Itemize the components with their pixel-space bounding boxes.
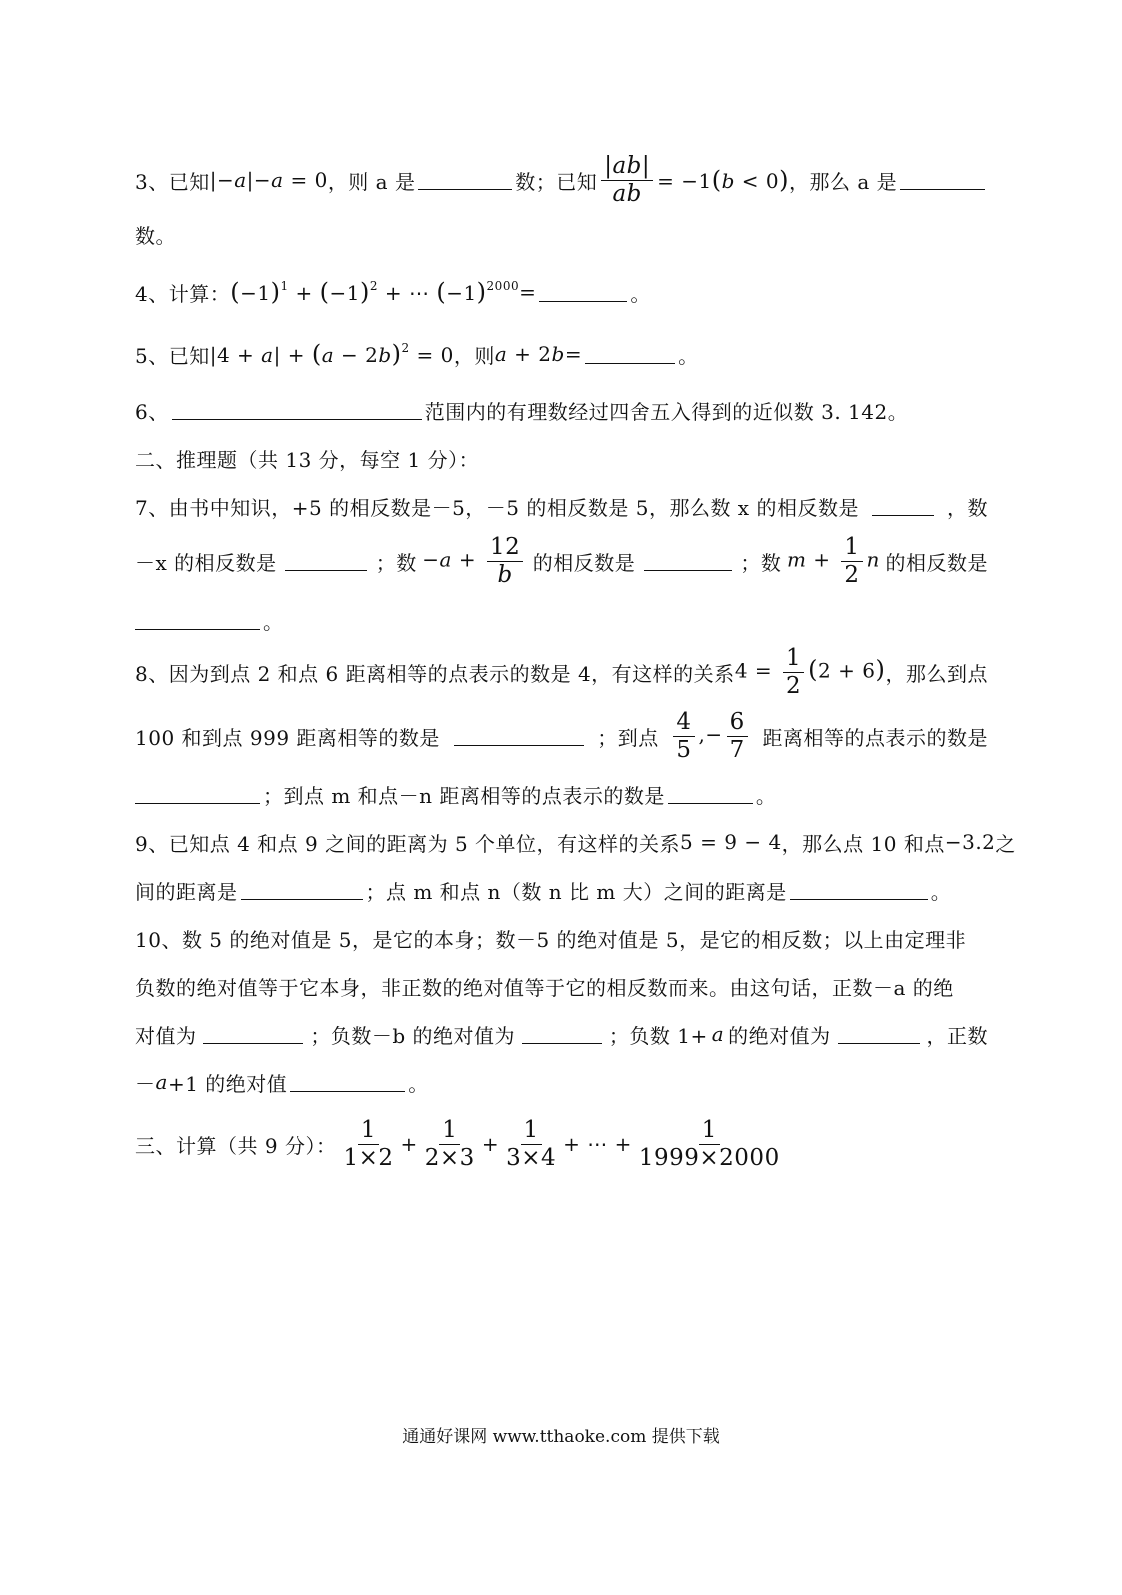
q10-text: 负数的绝对值等于它本身，非正数的绝对值等于它的相反数而来。由这句话，正数－a 的绝 bbox=[135, 975, 954, 1000]
page-footer: 通通好课网 www.tthaoke.com 提供下载 bbox=[402, 1427, 720, 1447]
q7-text: 的相反数是 bbox=[885, 550, 988, 575]
q7-text: 。 bbox=[263, 609, 284, 634]
section-title: 三、计算（共 9 分）： bbox=[135, 1133, 337, 1158]
q8-formula-1: 4 = $\frac{1}{2}$ (2 + 6) bbox=[734, 645, 886, 699]
q8-text: 8、因为到点 2 和点 6 距离相等的点表示的数是 4，有这样的关系 bbox=[135, 661, 735, 686]
q9-formula-1: 5 = 9 − 4 bbox=[680, 830, 782, 854]
answer-blank[interactable] bbox=[285, 569, 367, 571]
q8-text: ；到点 m 和点－n 距离相等的点表示的数是 bbox=[263, 783, 665, 808]
answer-blank[interactable] bbox=[522, 1042, 602, 1044]
q5-text: 5、已知 bbox=[135, 343, 210, 368]
q10-var-a: a bbox=[155, 1070, 168, 1094]
q7-text: －x 的相反数是 bbox=[135, 550, 277, 575]
answer-blank[interactable] bbox=[454, 744, 584, 746]
q7-text: ；数 bbox=[375, 550, 417, 575]
question-8-line-1 bbox=[135, 645, 988, 699]
q9-text: 。 bbox=[930, 879, 952, 904]
q5-formula: $|4 + a| + (a - 2b)^2 = 0$ bbox=[209, 340, 454, 368]
q3-text: 数。 bbox=[135, 223, 176, 248]
answer-blank[interactable] bbox=[668, 802, 753, 804]
section-3 bbox=[135, 1112, 988, 1176]
answer-blank[interactable] bbox=[135, 628, 260, 630]
q8-formula-2: $\frac{4}{5}$ ,− $\frac{6}{7}$ bbox=[669, 709, 751, 763]
q7-text: ；数 bbox=[740, 550, 782, 575]
q8-text: 。 bbox=[755, 783, 777, 808]
answer-blank[interactable] bbox=[290, 1090, 405, 1092]
question-8-line-2 bbox=[135, 709, 988, 763]
q8-text: ，那么到点 bbox=[885, 661, 988, 686]
q10-text: 。 bbox=[408, 1071, 429, 1096]
question-4 bbox=[135, 268, 988, 316]
q10-text: 的绝对值为 bbox=[728, 1023, 831, 1048]
section-3-formula: $\frac{1}{1\times 2}$ + $\frac{1}{2\times 3}$ + $\frac{1}{3\times 4}$ + ⋯ + $\frac{1}{1999\times 2000}$ bbox=[343, 1117, 780, 1171]
question-10-line-4 bbox=[135, 1058, 988, 1106]
q10-text: 10、数 5 的绝对值是 5，是它的本身；数－5 的绝对值是 5，是它的相反数；以上由定理非 bbox=[135, 927, 967, 952]
question-5 bbox=[135, 330, 988, 378]
q7-formula-1: −a + $\frac{12}{b}$ bbox=[422, 534, 527, 588]
q8-text: ；到点 bbox=[597, 725, 659, 750]
q6-text: 6、 bbox=[135, 399, 169, 424]
q10-text: 对值为 bbox=[135, 1023, 197, 1048]
q8-text: 100 和到点 999 距离相等的数是 bbox=[135, 725, 440, 750]
q7-text: 的相反数是 bbox=[532, 550, 636, 575]
q6-text: 范围内的有理数经过四舍五入得到的近似数 3. 142。 bbox=[424, 399, 909, 424]
q8-text: 距离相等的点表示的数是 bbox=[762, 725, 988, 750]
q7-text: ，数 bbox=[946, 495, 988, 520]
q5-text: ，则 bbox=[453, 343, 495, 368]
q3-fraction: $\frac{|ab|}{ab}$ bbox=[601, 153, 653, 207]
q3-text: 数；已知 bbox=[515, 169, 598, 194]
q10-text: ，正数 bbox=[926, 1023, 988, 1048]
answer-blank[interactable] bbox=[644, 569, 732, 571]
answer-blank[interactable] bbox=[872, 514, 934, 516]
answer-blank[interactable] bbox=[241, 898, 363, 900]
answer-blank[interactable] bbox=[790, 898, 928, 900]
q10-text: － bbox=[135, 1071, 156, 1096]
q9-text: 间的距离是 bbox=[135, 879, 238, 904]
answer-blank[interactable] bbox=[539, 300, 627, 302]
q10-text: +1 的绝对值 bbox=[167, 1071, 288, 1096]
q9-text: 之 bbox=[995, 831, 1016, 856]
section-title: 二、推理题（共 13 分，每空 1 分）： bbox=[135, 447, 480, 472]
answer-blank[interactable] bbox=[418, 188, 512, 190]
q3-text: 3、已知 bbox=[135, 169, 210, 194]
question-9-line-1 bbox=[135, 818, 1016, 866]
question-8-line-3 bbox=[135, 770, 988, 818]
q9-formula-2: −3.2 bbox=[944, 830, 996, 854]
section-2-title bbox=[135, 434, 988, 482]
answer-blank[interactable] bbox=[838, 1042, 920, 1044]
q4-text: 。 bbox=[630, 281, 651, 306]
q4-formula: $(-1)^1 + (-1)^2$ + ⋯ $(-1)^{2000}$ bbox=[230, 278, 520, 306]
question-9-line-2 bbox=[135, 866, 988, 914]
answer-blank[interactable] bbox=[135, 802, 260, 804]
q3-formula-cond: = −1(b < 0) bbox=[657, 166, 790, 194]
question-3-line-1 bbox=[135, 153, 988, 207]
question-10-line-1 bbox=[135, 914, 988, 962]
question-7-line-1 bbox=[135, 482, 988, 530]
q4-text: 4、计算： bbox=[135, 281, 231, 306]
answer-blank[interactable] bbox=[203, 1042, 303, 1044]
q7-text: 7、由书中知识，+5 的相反数是－5，－5 的相反数是 5，那么数 x 的相反数是 bbox=[135, 495, 859, 520]
question-7-line-3 bbox=[135, 596, 988, 644]
question-3-line-2 bbox=[135, 210, 988, 258]
q10-text: ；负数－b 的绝对值为 bbox=[310, 1023, 516, 1048]
question-6 bbox=[135, 386, 988, 434]
q3-text: ，那么 a 是 bbox=[789, 169, 898, 194]
q9-text: 9、已知点 4 和点 9 之间的距离为 5 个单位，有这样的关系 bbox=[135, 831, 681, 856]
answer-blank[interactable] bbox=[585, 362, 675, 364]
q4-text: = bbox=[519, 280, 537, 304]
question-10-line-3 bbox=[135, 1010, 988, 1058]
answer-blank[interactable] bbox=[172, 418, 422, 420]
q5-text: = bbox=[564, 342, 583, 366]
question-7-line-2 bbox=[135, 534, 988, 588]
q3-formula-abs: |−a|−a = 0 bbox=[209, 168, 328, 192]
q9-text: ；点 m 和点 n（数 n 比 m 大）之间的距离是 bbox=[365, 879, 787, 904]
q7-formula-2: m + $\frac{1}{2}$ n bbox=[786, 534, 880, 588]
q3-text: ，则 a 是 bbox=[327, 169, 416, 194]
question-10-line-2 bbox=[135, 962, 988, 1010]
q10-var-a: a bbox=[711, 1022, 725, 1046]
q5-text: 。 bbox=[678, 343, 699, 368]
q10-text: ；负数 1+ bbox=[608, 1023, 708, 1048]
answer-blank[interactable] bbox=[900, 188, 985, 190]
q5-formula-target: a + 2b bbox=[494, 342, 565, 366]
q9-text: ，那么点 10 和点 bbox=[781, 831, 945, 856]
